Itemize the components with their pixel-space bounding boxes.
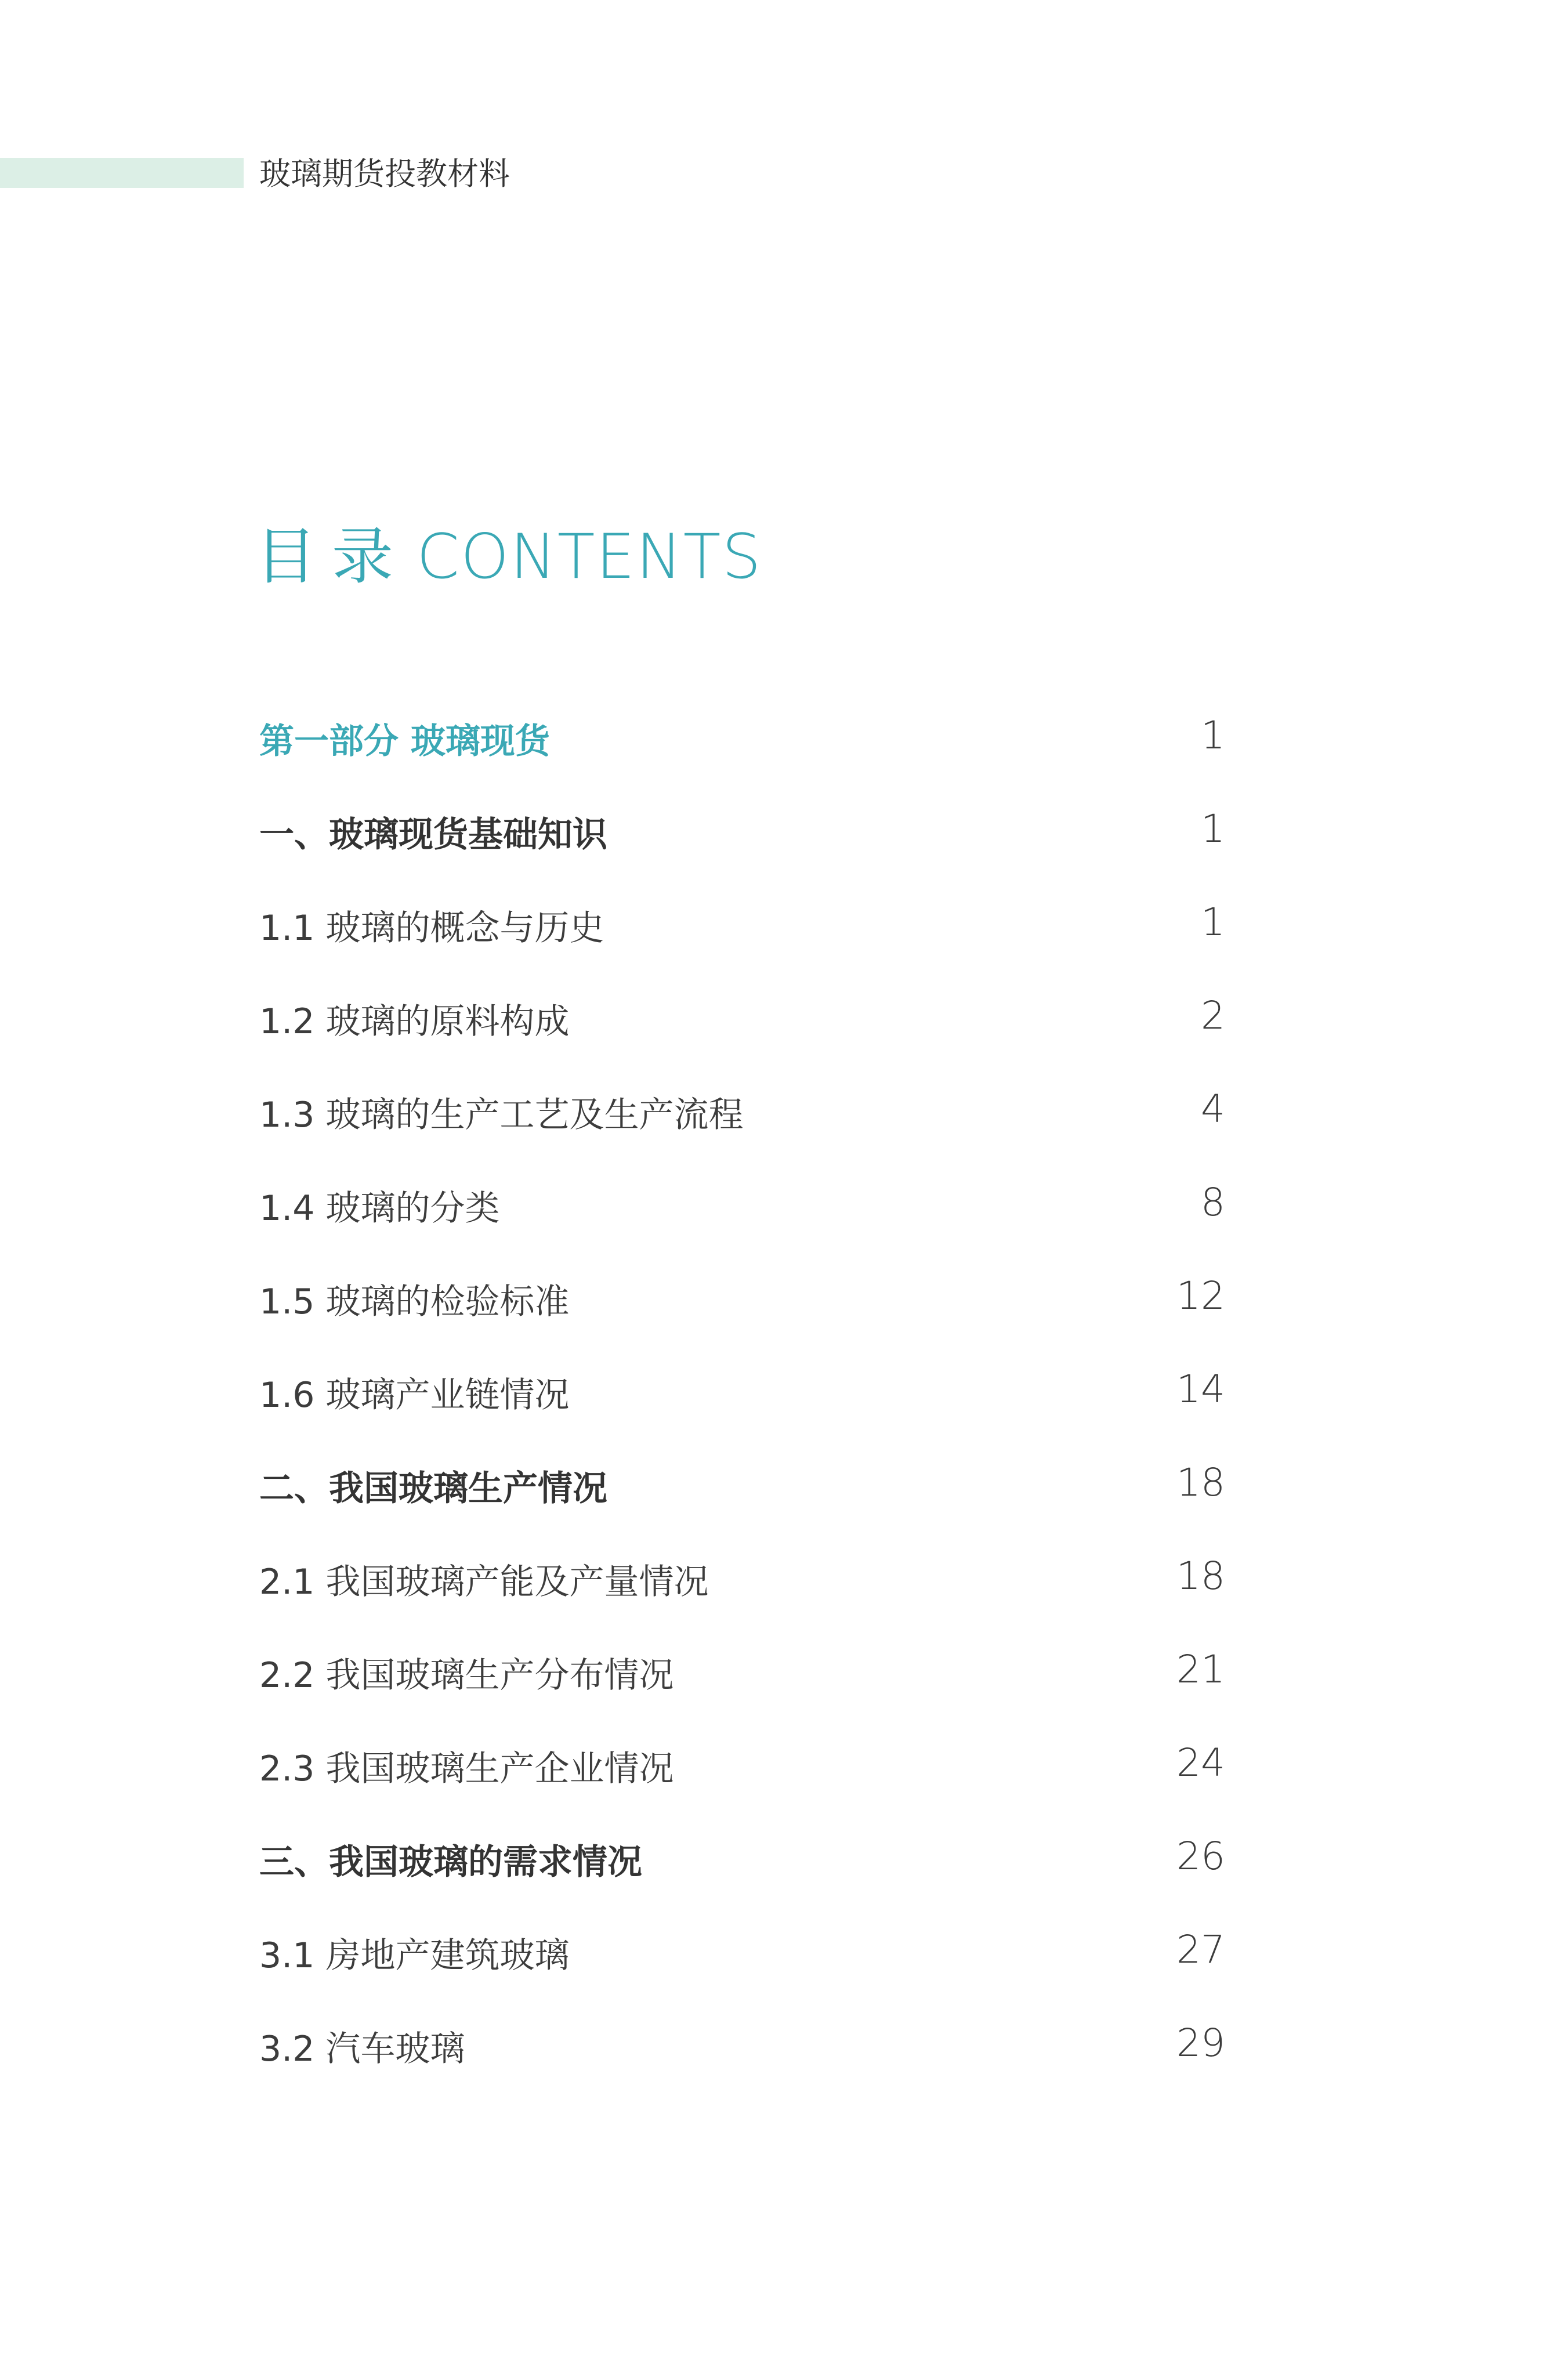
toc-list	[259, 712, 1225, 2113]
toc-entry-page: 4	[1201, 1087, 1225, 1131]
toc-entry-page: 21	[1176, 1647, 1225, 1692]
toc-entry-page: 24	[1176, 1740, 1225, 1785]
toc-entry[interactable]	[259, 1273, 1225, 1366]
toc-entry[interactable]	[259, 806, 1225, 899]
toc-entry-page: 27	[1176, 1927, 1225, 1972]
toc-entry-label: 二、我国玻璃生产情况	[259, 1468, 607, 1509]
toc-entry[interactable]	[259, 1086, 1225, 1179]
toc-entry-page: 1	[1201, 900, 1225, 944]
toc-entry-page: 18	[1176, 1554, 1225, 1598]
toc-entry-label: 1.1 玻璃的概念与历史	[259, 908, 604, 949]
toc-entry-label: 一、玻璃现货基础知识	[259, 815, 607, 855]
toc-entry-label: 1.2 玻璃的原料构成	[259, 1001, 570, 1042]
header-accent-bar	[0, 158, 244, 188]
toc-entry-label: 1.6 玻璃产业链情况	[259, 1375, 570, 1416]
toc-entry-label: 3.1 房地产建筑玻璃	[259, 1935, 570, 1976]
toc-entry-page: 1	[1201, 713, 1225, 758]
toc-entry-label: 1.4 玻璃的分类	[259, 1188, 500, 1229]
toc-entry-page: 1	[1201, 806, 1225, 851]
toc-entry-label: 1.5 玻璃的检验标准	[259, 1282, 570, 1322]
toc-entry-label: 2.1 我国玻璃产能及产量情况	[259, 1562, 709, 1602]
toc-entry[interactable]	[259, 1366, 1225, 1460]
toc-entry[interactable]	[259, 1740, 1225, 1833]
toc-heading-cn: 目录	[255, 521, 408, 592]
toc-entry[interactable]	[259, 1833, 1225, 1927]
toc-entry[interactable]	[259, 1927, 1225, 2020]
toc-entry[interactable]	[259, 1553, 1225, 1646]
toc-entry[interactable]	[259, 2020, 1225, 2113]
toc-entry-page: 12	[1176, 1273, 1225, 1318]
toc-heading	[255, 519, 762, 595]
toc-entry-page: 2	[1201, 993, 1225, 1038]
toc-entry-label: 2.3 我国玻璃生产企业情况	[259, 1749, 674, 1789]
toc-entry-label: 三、我国玻璃的需求情况	[259, 1842, 642, 1883]
toc-entry-page: 14	[1176, 1367, 1225, 1411]
toc-entry[interactable]	[259, 993, 1225, 1086]
toc-entry[interactable]	[259, 1179, 1225, 1273]
toc-entry-page: 26	[1176, 1834, 1225, 1879]
toc-entry[interactable]	[259, 1460, 1225, 1553]
toc-entry-page: 29	[1176, 2021, 1225, 2065]
toc-entry-page: 18	[1176, 1460, 1225, 1505]
toc-entry[interactable]	[259, 1646, 1225, 1740]
toc-entry-label: 2.2 我国玻璃生产分布情况	[259, 1655, 674, 1696]
toc-entry-page: 8	[1201, 1180, 1225, 1225]
document-title: 玻璃期货投教材料	[259, 155, 510, 192]
toc-entry[interactable]	[259, 712, 1225, 806]
toc-entry-label: 第一部分 玻璃现货	[259, 721, 550, 762]
toc-entry[interactable]	[259, 899, 1225, 993]
toc-entry-label: 3.2 汽车玻璃	[259, 2029, 465, 2069]
toc-entry-label: 1.3 玻璃的生产工艺及生产流程	[259, 1095, 744, 1135]
toc-heading-en: CONTENTS	[417, 521, 762, 592]
